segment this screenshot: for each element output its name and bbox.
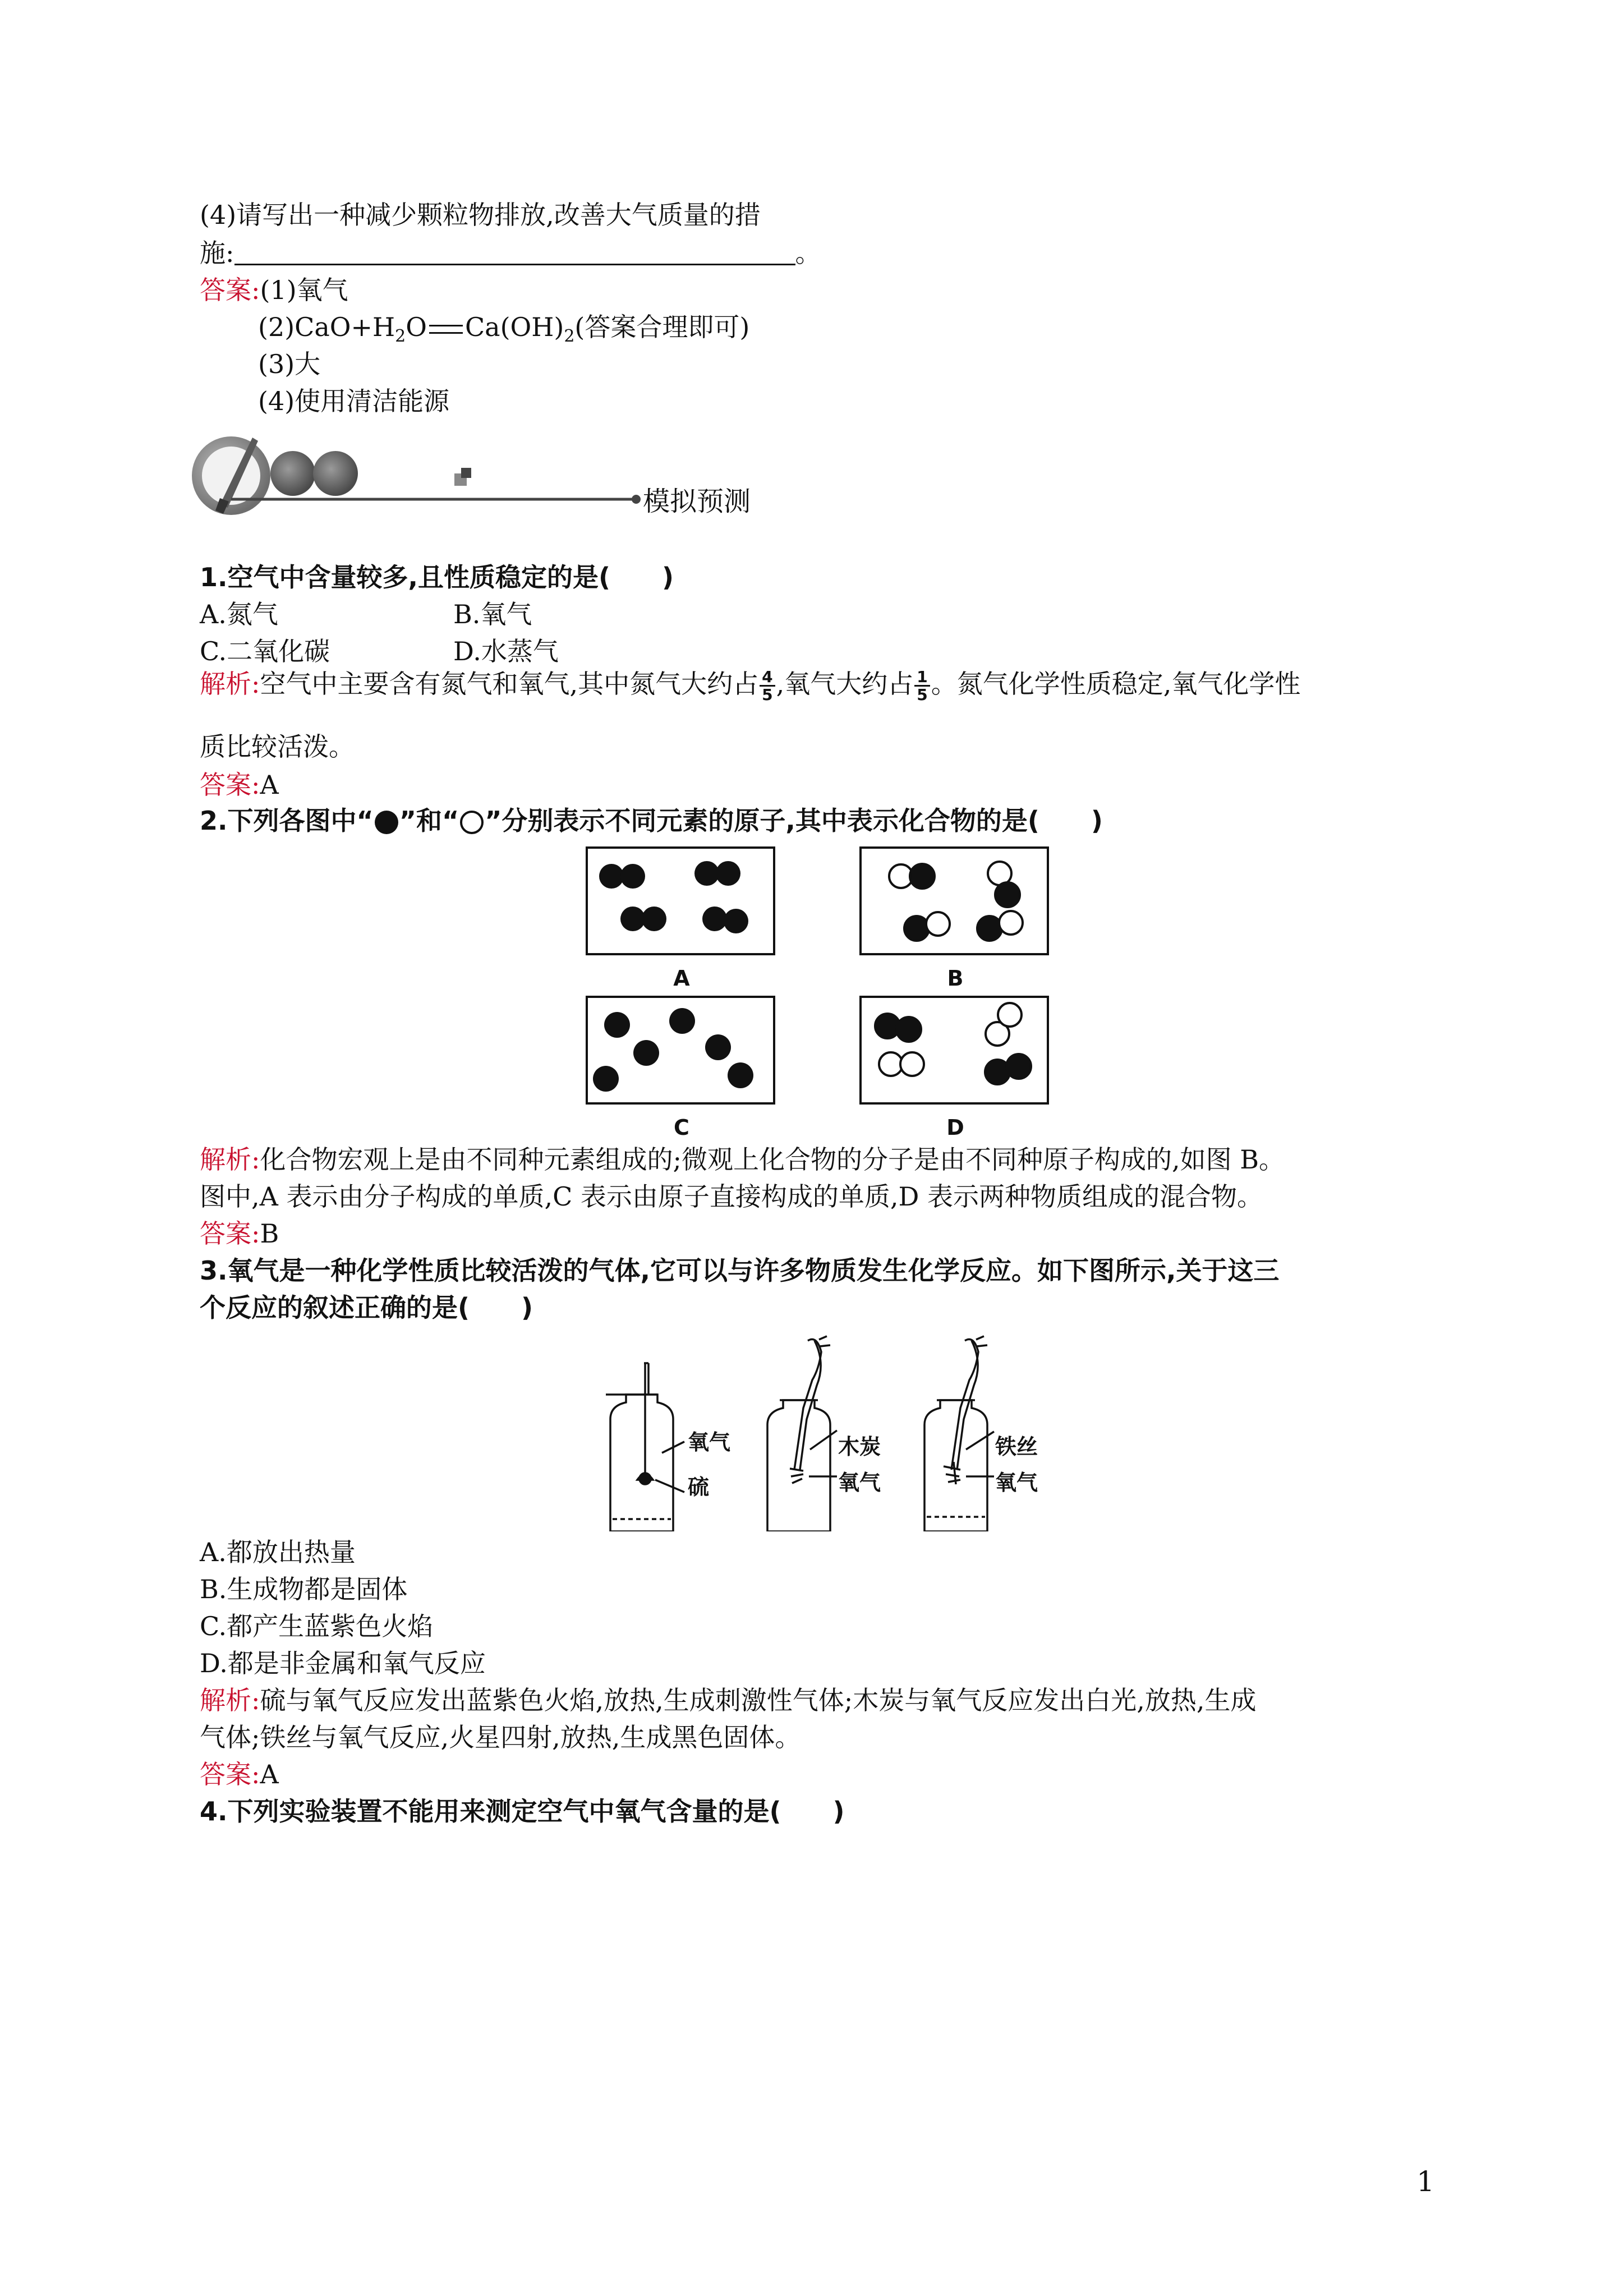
q2-answer-value: B [260, 1218, 279, 1249]
q2-stem-c: ”分别表示不同元素的原子,其中表示化合物的是( ) [485, 806, 1103, 836]
q2-analysis-line2: 图中,A 表示由分子构成的单质,C 表示由原子直接构成的单质,D 表示两种物质组成的混合物。 [200, 1181, 1263, 1212]
fraction-num: 4 [760, 669, 775, 687]
q3-option-c: C.都产生蓝紫色火焰 [200, 1611, 434, 1641]
q1-stem-text: 1.空气中含量较多,且性质稳定的是( ) [200, 562, 674, 592]
q1-analysis-b: ,氧气大约占 [776, 668, 914, 699]
label-oxygen-1: 氧气 [688, 1430, 731, 1455]
q2-analysis-line1: 化合物宏观上是由不同种元素组成的;微观上化合物的分子是由不同种原子构成的,如图 B。 [260, 1144, 1285, 1175]
white-atom-icon [460, 811, 484, 834]
equation-left: (2)CaO+H [258, 312, 395, 342]
q1-analysis-line2: 质比较活泼。 [200, 731, 355, 762]
q2-stem-b: ”和“ [399, 806, 459, 836]
box-a [587, 848, 774, 954]
analysis-label: 解析: [200, 1144, 260, 1175]
analysis-label: 解析: [200, 668, 260, 699]
q3-analysis [200, 1687, 1257, 1713]
answer-label: 答案: [200, 1759, 260, 1789]
page-number: 1 [1416, 2165, 1434, 2198]
q2-stem [200, 808, 1103, 834]
fraction-one-fifth [914, 669, 930, 703]
top-answer-4: (4)使用清洁能源 [258, 386, 450, 416]
equation-right: Ca(OH) [464, 312, 564, 342]
answer-label: 答案: [200, 1218, 260, 1249]
q2-label-c: C [674, 1115, 689, 1140]
top-answer-3: (3)大 [258, 349, 321, 379]
q1-analysis-c: 。氮气化学性质稳定,氧气化学性 [931, 668, 1301, 699]
equation-left-2: O [406, 312, 427, 342]
black-atom-icon [375, 811, 398, 834]
fraction-den: 5 [917, 685, 928, 705]
answer-label: 答案: [200, 275, 260, 305]
label-sulfur: 硫 [688, 1475, 710, 1499]
q2-analysis [200, 1144, 1285, 1175]
label-oxygen-3: 氧气 [995, 1470, 1038, 1495]
jar-2 [767, 1400, 830, 1531]
q3-stem-line1-text: 3.氧气是一种化学性质比较活泼的气体,它可以与许多物质发生化学反应。如下图所示,关于这三 [200, 1255, 1280, 1286]
answer-label: 答案: [200, 770, 260, 800]
q4-stem-text: 4.下列实验装置不能用来测定空气中氧气含量的是( ) [200, 1796, 845, 1826]
q2-label-a: A [673, 966, 690, 991]
jar-1 [610, 1395, 673, 1531]
section-title: 模拟预测 [643, 486, 751, 517]
fraction-four-fifths [760, 669, 775, 703]
q1-option-a: A.氮气 [200, 599, 278, 629]
q1-answer-value: A [260, 770, 279, 800]
label-oxygen-2: 氧气 [838, 1470, 881, 1495]
answer-blank [234, 241, 795, 265]
label-iron-wire: 铁丝 [995, 1434, 1038, 1459]
fraction-num: 1 [914, 669, 930, 687]
q3-answer [200, 1761, 279, 1787]
q1-analysis-a: 空气中主要含有氮气和氧气,其中氮气大约占 [260, 668, 759, 699]
q2-label-d: D [946, 1115, 964, 1140]
equation-right-sub: 2 [564, 326, 575, 347]
equals-sign-icon [429, 325, 463, 334]
q1-stem [200, 564, 674, 590]
fraction-den: 5 [762, 685, 773, 705]
q2-answer [200, 1218, 279, 1249]
equation-sub: 2 [395, 326, 406, 347]
q1-answer [200, 772, 279, 798]
equation-note: (答案合理即可) [574, 312, 750, 342]
q3-analysis-line1: 硫与氧气反应发出蓝紫色火焰,放热,生成刺激性气体;木炭与氧气反应发出白光,放热,生成 [260, 1685, 1257, 1715]
q1-option-c: C.二氧化碳 [200, 636, 330, 666]
q1-option-d: D.水蒸气 [453, 636, 559, 666]
box-b [861, 848, 1048, 954]
jar-3 [924, 1400, 987, 1531]
q4-prompt-suffix: 。 [795, 238, 821, 268]
q3-reaction-diagram [595, 1329, 1066, 1531]
q1-analysis [200, 669, 1300, 703]
q3-stem-line2-text: 个反应的叙述正确的是( ) [200, 1292, 533, 1323]
q3-option-b: B.生成物都是固体 [200, 1574, 408, 1604]
q3-stem-line1 [200, 1255, 1280, 1286]
top-answer-2 [258, 314, 749, 345]
q4-prompt-line1: (4)请写出一种减少颗粒物排放,改善大气质量的措 [200, 200, 761, 230]
q3-option-d: D.都是非金属和氧气反应 [200, 1648, 486, 1678]
q4-prompt-line2 [200, 240, 821, 266]
q3-option-a: A.都放出热量 [200, 1537, 356, 1567]
q3-answer-value: A [260, 1759, 279, 1789]
analysis-label: 解析: [200, 1685, 260, 1715]
top-answer-row [200, 277, 348, 303]
q3-stem-line2 [200, 1292, 533, 1323]
q1-option-b: B.氧气 [453, 599, 532, 629]
top-answer-1: (1)氧气 [260, 275, 348, 305]
q2-stem-a: 2.下列各图中“ [200, 806, 374, 836]
q3-analysis-line2: 气体;铁丝与氧气反应,火星四射,放热,生成黑色固体。 [200, 1722, 801, 1752]
q2-particle-diagrams [583, 844, 1066, 1147]
q2-label-b: B [947, 966, 964, 991]
q4-prompt-prefix: 施: [200, 238, 234, 268]
q4-stem [200, 1798, 845, 1824]
label-charcoal: 木炭 [838, 1434, 881, 1459]
